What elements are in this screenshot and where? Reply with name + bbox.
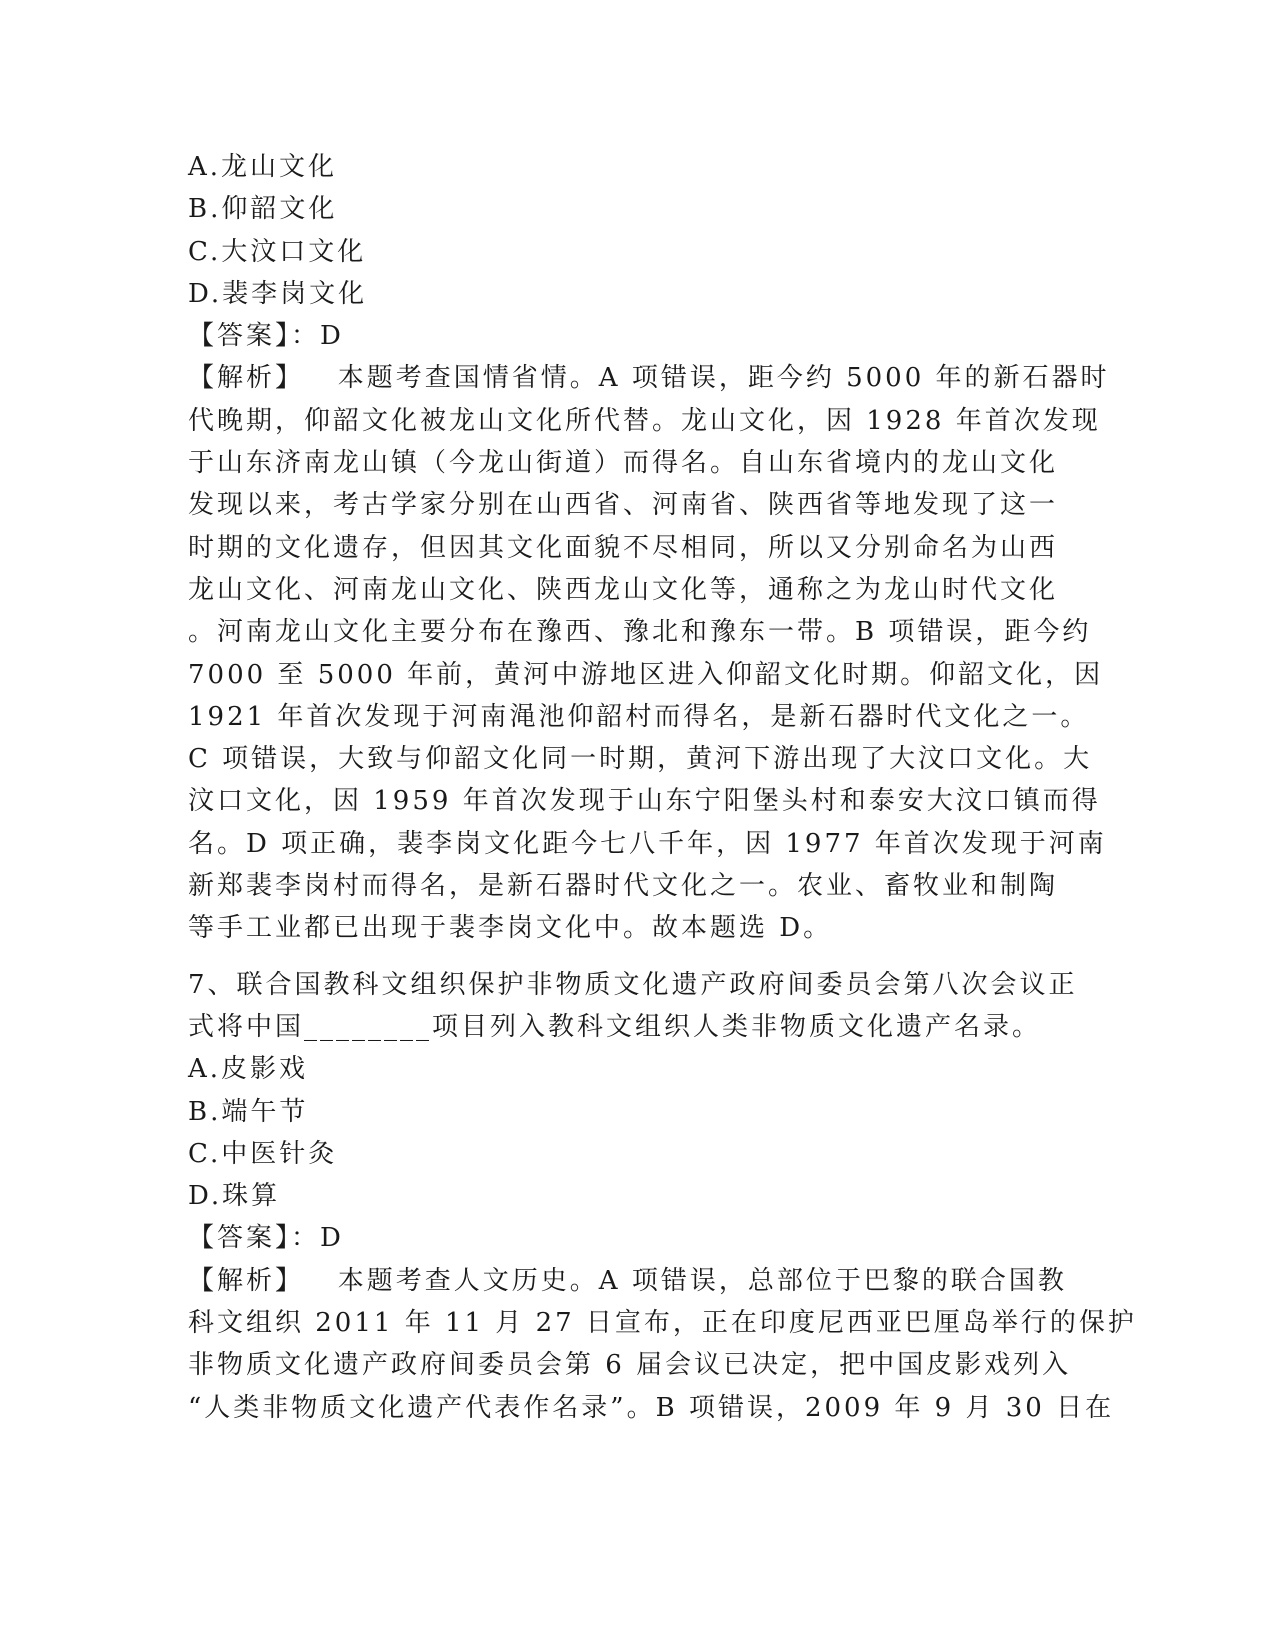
q7-analysis <box>188 1260 1137 1429</box>
analysis-line: 1921 年首次发现于河南渑池仰韶村而得名，是新石器时代文化之一。 <box>188 701 1090 732</box>
question-line: 7、联合国教科文组织保护非物质文化遗产政府间委员会第八次会议正 <box>188 969 1078 1000</box>
analysis-line: 于山东济南龙山镇（今龙山街道）而得名。自山东省境内的龙山文化 <box>188 448 1059 479</box>
q6-options <box>188 146 1068 315</box>
analysis-line: 发现以来，考古学家分别在山西省、河南省、陕西省等地发现了这一 <box>188 490 1059 521</box>
analysis-line: 科文组织 2011 年 11 月 27 日宣布，正在印度尼西亚巴厘岛举行的保护 <box>188 1308 1137 1339</box>
document-body <box>188 146 1137 1429</box>
option-d: D.裴李岗文化 <box>188 278 368 309</box>
analysis-line: 等手工业都已出现于裴李岗文化中。故本题选 D。 <box>188 913 833 944</box>
analysis-line: 代晚期，仰韶文化被龙山文化所代替。龙山文化，因 1928 年首次发现 <box>188 405 1101 436</box>
option-c: C.中医针灸 <box>188 1138 338 1169</box>
question-spacer <box>188 950 1068 964</box>
option-c: C.大汶口文化 <box>188 236 367 267</box>
option-b: B.仰韶文化 <box>188 194 338 225</box>
q7-options <box>188 1048 1068 1217</box>
analysis-line: 。河南龙山文化主要分布在豫西、豫北和豫东一带。B 项错误，距今约 <box>188 617 1092 648</box>
q6-answer: 【答案】：D <box>188 321 344 352</box>
q7-answer: 【答案】：D <box>188 1223 344 1254</box>
question-line: 式将中国________项目列入教科文组织人类非物质文化遗产名录。 <box>188 1011 1042 1042</box>
analysis-line: 汶口文化，因 1959 年首次发现于山东宁阳堡头村和泰安大汶口镇而得 <box>188 786 1101 817</box>
analysis-line: 【解析】 本题考查国情省情。A 项错误，距今约 5000 年的新石器时 <box>188 363 1110 394</box>
analysis-line: 名。D 项正确，裴李岗文化距今七八千年，因 1977 年首次发现于河南 <box>188 828 1107 859</box>
q7-question <box>188 964 1078 1049</box>
analysis-line: 7000 至 5000 年前，黄河中游地区进入仰韶文化时期。仰韶文化，因 <box>188 659 1104 690</box>
option-b: B.端午节 <box>188 1096 309 1127</box>
analysis-line: 龙山文化、河南龙山文化、陕西龙山文化等，通称之为龙山时代文化 <box>188 574 1059 605</box>
option-d: D.珠算 <box>188 1181 281 1212</box>
q6-analysis <box>188 357 1110 949</box>
option-a: A.龙山文化 <box>188 152 338 182</box>
option-a: A.皮影戏 <box>188 1054 309 1085</box>
analysis-line: 【解析】 本题考查人文历史。A 项错误，总部位于巴黎的联合国教 <box>188 1265 1067 1296</box>
analysis-line: 非物质文化遗产政府间委员会第 6 届会议已决定，把中国皮影戏列入 <box>188 1350 1072 1381</box>
analysis-line: C 项错误，大致与仰韶文化同一时期，黄河下游出现了大汶口文化。大 <box>188 744 1093 775</box>
analysis-line: “人类非物质文化遗产代表作名录”。B 项错误，2009 年 9 月 30 日在 <box>188 1392 1115 1423</box>
analysis-line: 时期的文化遗存，但因其文化面貌不尽相同，所以又分别命名为山西 <box>188 532 1059 563</box>
analysis-line: 新郑裴李岗村而得名，是新石器时代文化之一。农业、畜牧业和制陶 <box>188 871 1059 902</box>
